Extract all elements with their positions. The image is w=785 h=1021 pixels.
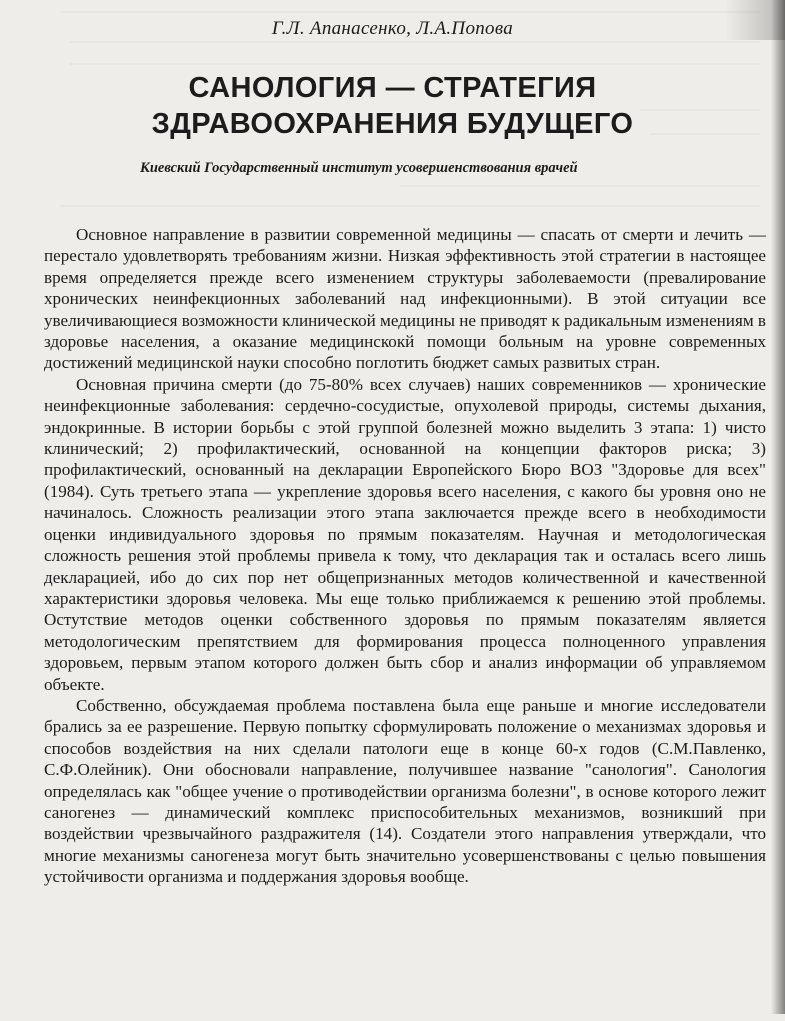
article-body (44, 224, 766, 888)
title-line-1: САНОЛОГИЯ — СТРАТЕГИЯ (188, 72, 597, 104)
paragraph-3: Собственно, обсуждаемая проблема поставлена была еще раньше и многие исследователи брались за ее разрешение. Первую попытку сформулировать положение о механизмах здоровья и способов воздействия на них сделали патологи еще в конце 60-х годов (С.М.Павленко, С.Ф.Олейник). Они обосновали направление, получившее название "санология". Санология определялась как "общее учение о противодействии организма болезни", в основе которого лежит саногенез — динамический комплекс приспособительных механизмов, возникший при воздействии чрезвычайного раздражителя (14). Создатели этого направления утверждали, что многие механизмы саногенеза могут быть значительно усовершенствованы с целью повышения устойчивости организма и поддержания здоровья вообще. (44, 695, 766, 887)
binding-shadow (771, 0, 785, 1014)
title-line-2: ЗДРАВООХРАНЕНИЯ БУДУЩЕГО (151, 108, 634, 140)
paragraph-1: Основное направление в развитии современной медицины — спасать от смерти и лечить — перестало удовлетворять требованиям жизни. Низкая эффективность этой стратегии в настоящее время определяется прежде всего изменением структуры заболеваемости (превалирование хронических неинфекционных заболеваний над инфекционными). В этой ситуации все увеличивающиеся возможности клинической медицины не приводят к радикальным изменениям в здоровье населения, а оказание медицинскокй помощи больным на уровне современных достижений медицинской науки способно поглотить бюджет самых развитых стран. (44, 225, 766, 373)
paragraph-2: Основная причина смерти (до 75-80% всех случаев) наших современников — хронические неинфекционные заболевания: сердечно-сосудистые, опухолевой природы, системы дыхания, эндокринные. В истории борьбы с этой группой болезней можно выделить 3 этапа: 1) чисто клинический; 2) профилактический, основанной на концепции факторов риска; 3) профилактический, основанный на декларации Европейского Бюро ВОЗ "Здоровье для всех" (1984). Суть третьего этапа — укрепление здоровья всего населения, с какого бы уровня оно не начиналось. Сложность реализации этого этапа заключается прежде всего в необходимости оценки индивидуального здоровья по прямым показателям. Научная и методологическая сложность решения этой проблемы привела к тому, что декларация так и осталась всего лишь декларацией, ибо до сих пор нет общепризнанных методов количественной и качественной характеристики здоровья человека. Мы еще только приближаемся к решению этой проблемы. Остутствие методов оценки собственного здоровья по прямым показателям является методологическим препятствием для формирования процесса полноценного управления здоровьем, первым этапом которого должен быть сбор и анализ информации об управляемом объекте. (44, 374, 766, 694)
article-title (0, 70, 785, 142)
affiliation: Киевский Государственный институт усовершенствования врачей (140, 160, 578, 176)
authors-line: Г.Л. Апанасенко, Л.А.Попова (271, 18, 514, 39)
